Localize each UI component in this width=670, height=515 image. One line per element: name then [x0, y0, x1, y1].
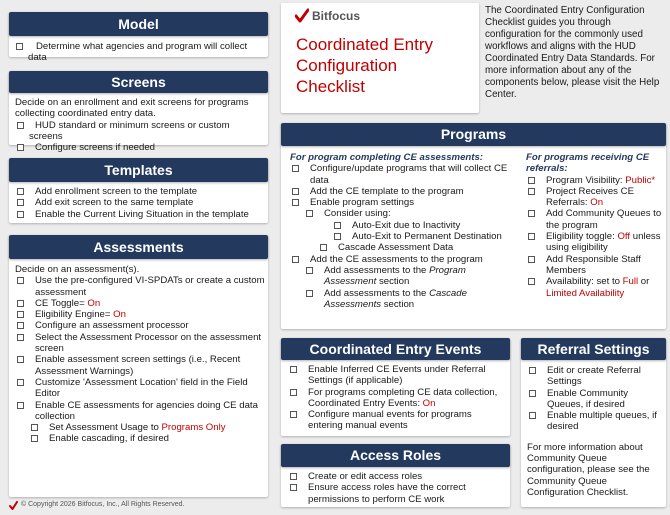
list-item-text: Determine what agencies and program will collect data — [28, 41, 248, 64]
templates-list — [15, 186, 265, 220]
checkbox-icon[interactable] — [306, 210, 313, 217]
checkbox-icon[interactable] — [334, 222, 341, 229]
list-item — [526, 186, 662, 209]
list-item — [304, 265, 520, 288]
checkbox-icon[interactable] — [290, 366, 297, 373]
checkbox-icon[interactable] — [290, 411, 297, 418]
eligibility-engine-label: Eligibility Engine= — [35, 309, 111, 321]
assessment-usage-value: Programs Only — [161, 422, 226, 434]
list-item-text: Use the pre-configured VI-SPDATs or create a custom assessment — [35, 275, 265, 298]
list-item — [15, 120, 265, 143]
checkbox-icon[interactable] — [17, 122, 24, 129]
checkbox-icon[interactable] — [306, 290, 313, 297]
list-item-text: section — [378, 276, 410, 288]
list-item — [15, 197, 265, 208]
list-item-text: Add Community Queues to the program — [546, 208, 662, 231]
checkbox-icon[interactable] — [292, 188, 299, 195]
referral-header: Referral Settings — [521, 338, 666, 360]
document-title-line-1: Coordinated Entry — [296, 35, 434, 54]
programs-left — [290, 152, 520, 310]
checkbox-icon[interactable] — [529, 412, 536, 419]
copyright-text: © Copyright 2026 Bitfocus, Inc., All Rights Reserved. — [21, 501, 185, 508]
list-item-text: Customize 'Assessment Location' field in the Field Editor — [35, 376, 248, 400]
list-item — [288, 387, 508, 410]
bitfocus-logo-text: Bitfocus — [312, 9, 360, 23]
assessments-body — [15, 264, 265, 445]
checkbox-icon[interactable] — [17, 311, 24, 318]
list-item-text: Enable assessment screen settings (i.e., Recent Assessment Warnings) — [35, 354, 241, 377]
list-item — [15, 186, 265, 197]
list-item — [332, 231, 520, 242]
screens-header: Screens — [9, 71, 268, 93]
list-item — [29, 433, 265, 444]
checkbox-icon[interactable] — [528, 177, 535, 184]
model-list — [14, 41, 266, 64]
document-title-line-3: Checklist — [296, 77, 365, 96]
eligibility-engine-value: On — [113, 309, 126, 321]
checkbox-icon[interactable] — [17, 188, 24, 195]
list-item-text: Auto-Exit due to Inactivity — [352, 219, 461, 231]
availability-label: Availability: set to — [546, 276, 620, 288]
checkbox-icon[interactable] — [306, 267, 313, 274]
list-item-text: Configure manual events for programs entering manual events — [308, 409, 472, 432]
list-item — [15, 400, 265, 423]
list-item — [304, 288, 520, 311]
list-item-text: Consider using: — [324, 208, 391, 220]
list-item — [29, 422, 265, 433]
checkbox-icon[interactable] — [292, 199, 299, 206]
receives-referrals-value: On — [590, 197, 604, 209]
list-item-text: Edit or create Referral Settings — [547, 365, 641, 388]
checkbox-icon[interactable] — [31, 435, 38, 442]
list-item — [15, 298, 265, 309]
programs-right — [526, 152, 662, 299]
eligibility-toggle-value: Off — [617, 231, 631, 243]
list-item — [288, 482, 508, 505]
list-item — [15, 320, 265, 331]
list-item-text: section — [383, 298, 415, 310]
checkbox-icon[interactable] — [529, 367, 536, 374]
list-item — [290, 197, 520, 208]
list-item-text: Enable program settings — [310, 197, 414, 209]
checkbox-icon[interactable] — [17, 277, 24, 284]
model-header: Model — [9, 12, 268, 36]
list-item-emphasis: Cascade Assessments — [324, 287, 467, 310]
list-item-text: Add enrollment screen to the template — [35, 186, 198, 197]
list-item-text: Enable CE assessments for agencies doing CE data collection — [35, 399, 258, 422]
list-item — [526, 175, 662, 186]
list-item-text: Enable multiple queues, if desired — [547, 410, 657, 433]
list-item-text: Select the Assessment Processor on the assessment screen — [35, 331, 262, 355]
ce-events-value: On — [422, 397, 436, 409]
bitfocus-check-icon — [9, 501, 18, 511]
referral-note: For more information about Community Queue configuration, please see the Community Queue Configuration Checklist. — [527, 441, 650, 498]
list-item-text: Enable cascading, if desired — [49, 433, 169, 445]
checkbox-icon[interactable] — [528, 256, 535, 263]
checkbox-icon[interactable] — [16, 43, 23, 50]
checkbox-icon[interactable] — [31, 424, 38, 431]
list-item — [332, 220, 520, 231]
list-item-text: Cascade Assessment Data — [338, 242, 454, 254]
checkbox-icon[interactable] — [17, 199, 24, 206]
list-item-text: Add exit screen to the same template — [35, 197, 194, 209]
list-item-text: Configure an assessment processor — [35, 320, 189, 332]
list-item-text: Add the CE assessments to the program — [310, 253, 483, 265]
checkbox-icon[interactable] — [528, 233, 535, 240]
programs-header: Programs — [281, 123, 666, 146]
program-visibility-label: Program Visibility: — [546, 174, 623, 186]
list-item-text: Enable Inferred CE Events under Referral Settings (if applicable) — [308, 364, 486, 387]
checkbox-icon[interactable] — [528, 188, 535, 195]
referral-list — [527, 365, 663, 498]
list-item-text: Enable the Current Living Situation in the template — [35, 208, 249, 220]
checkbox-icon[interactable] — [17, 211, 24, 218]
list-item — [527, 365, 663, 388]
list-item — [526, 208, 662, 231]
list-item — [14, 41, 266, 64]
bitfocus-check-icon — [295, 8, 309, 24]
list-item — [288, 471, 508, 482]
ce-toggle-value: On — [87, 297, 101, 309]
list-item — [15, 377, 265, 400]
eligibility-toggle-suffix: unless using eligibility — [546, 231, 661, 254]
checkbox-icon[interactable] — [528, 210, 535, 217]
checkbox-icon[interactable] — [17, 356, 24, 363]
list-item-text: HUD standard or minimum screens or custom screens — [29, 119, 230, 142]
program-visibility-value: Public* — [625, 174, 656, 186]
list-item-text: Ensure access roles have the correct permissions to perform CE work — [308, 482, 466, 505]
list-item-text: Configure screens if needed — [35, 142, 155, 154]
availability-value-limited: Limited Availability — [546, 287, 625, 299]
availability-or: or — [640, 276, 650, 288]
list-item — [318, 242, 520, 253]
list-item — [15, 354, 265, 377]
list-item-text: Create or edit access roles — [308, 471, 423, 482]
checkbox-icon[interactable] — [528, 278, 535, 285]
checkbox-icon[interactable] — [17, 300, 24, 307]
list-item-text: Add the CE template to the program — [310, 185, 464, 197]
list-item-text: Auto-Exit to Permanent Destination — [352, 231, 502, 243]
list-item-text: Add Responsible Staff Members — [546, 253, 641, 276]
list-item-emphasis: Program Assessment — [324, 264, 466, 288]
checkbox-icon[interactable] — [290, 389, 297, 396]
checkbox-icon[interactable] — [17, 322, 24, 329]
list-item — [15, 209, 265, 220]
list-item — [290, 186, 520, 197]
access-roles-header: Access Roles — [281, 444, 510, 467]
list-item — [290, 163, 520, 186]
checkbox-icon[interactable] — [17, 334, 24, 341]
checkbox-icon[interactable] — [334, 233, 341, 240]
ce-toggle-label: CE Toggle= — [35, 297, 85, 309]
list-item — [15, 142, 265, 153]
receives-referrals-label: Project Receives CE Referrals: — [546, 185, 634, 209]
list-item — [304, 208, 520, 219]
document-title — [296, 34, 433, 97]
list-item — [288, 409, 508, 432]
screens-intro: Decide on an enrollment and exit screens for programs collecting coordinated entry data. — [15, 97, 249, 120]
ce-events-label: For programs completing CE data collection, Coordinated Entry Events: — [308, 386, 498, 409]
intro-text: The Coordinated Entry Configuration Checklist guides you through configuration for the commonly used workflows and aligns with the HUD Coordinated Entry Data Standards. For more information about any of the components below, please visit the Help Center. — [485, 5, 660, 100]
list-item — [527, 410, 663, 433]
document-title-line-2: Configuration — [296, 56, 398, 75]
list-item-text: Configure/update programs that will collect CE data — [310, 163, 508, 186]
assessments-intro: Decide on an assessment(s). — [15, 264, 140, 275]
eligibility-toggle-label: Eligibility toggle: — [546, 231, 615, 243]
checkbox-icon[interactable] — [17, 379, 24, 386]
assessments-header: Assessments — [9, 235, 268, 259]
programs-right-subhead: For programs receiving CE referrals: — [526, 152, 650, 175]
list-item — [288, 364, 508, 387]
checkbox-icon[interactable] — [529, 390, 536, 397]
checkbox-icon[interactable] — [292, 165, 299, 172]
list-item — [527, 388, 663, 411]
checkbox-icon[interactable] — [292, 256, 299, 263]
programs-left-subhead: For program completing CE assessments: — [290, 152, 483, 163]
screens-body — [15, 97, 265, 153]
checkbox-icon[interactable] — [17, 402, 24, 409]
templates-header: Templates — [9, 158, 268, 182]
list-item — [526, 276, 662, 299]
list-item — [526, 231, 662, 254]
list-item-text: Enable Community Queues, if desired — [547, 387, 629, 410]
checkbox-icon[interactable] — [17, 144, 24, 151]
list-item-text: Add assessments to the — [324, 264, 427, 276]
checkbox-icon[interactable] — [320, 244, 327, 251]
access-roles-list — [288, 471, 508, 505]
assessment-usage-label: Set Assessment Usage to — [49, 422, 159, 434]
ce-events-header: Coordinated Entry Events — [281, 338, 510, 360]
ce-events-list — [288, 364, 508, 432]
list-item — [15, 309, 265, 320]
list-item — [290, 254, 520, 265]
checkbox-icon[interactable] — [290, 473, 297, 480]
list-item — [526, 254, 662, 277]
list-item-text: Add assessments to the — [324, 287, 427, 299]
list-item — [15, 275, 265, 298]
availability-value-full: Full — [622, 276, 639, 288]
checkbox-icon[interactable] — [290, 484, 297, 491]
list-item — [15, 332, 265, 355]
